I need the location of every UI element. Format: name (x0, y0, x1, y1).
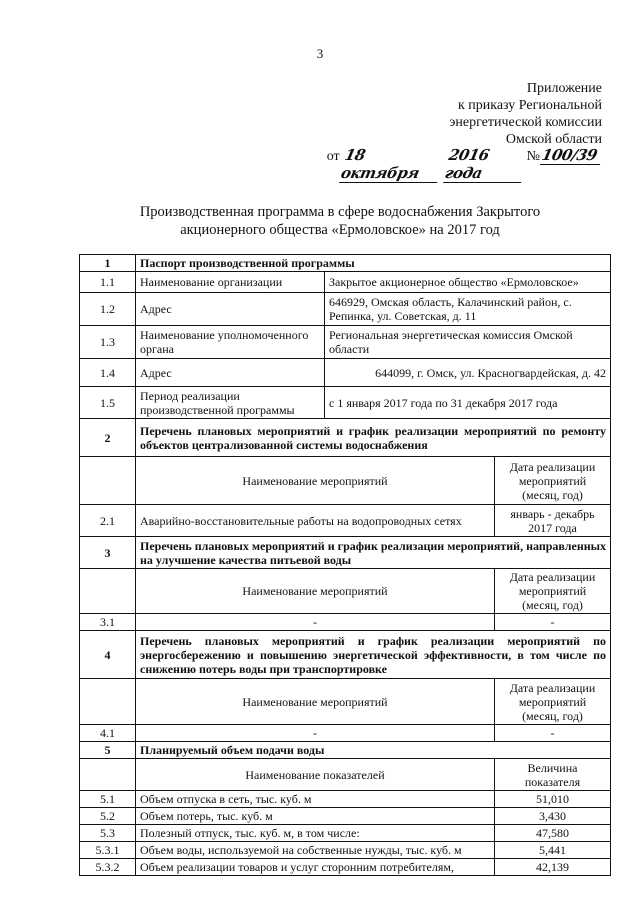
section-number: 1 (80, 255, 136, 272)
section-heading: Перечень плановых мероприятий и график реализации мероприятий по ремонту объектов централизованной системы водоснабжения (136, 419, 611, 457)
row-name: Аварийно-восстановительные работы на водопроводных сетях (136, 505, 495, 537)
table-row (80, 614, 611, 631)
row-value: 644099, г. Омск, ул. Красногвардейская, д. 42 (325, 359, 611, 387)
table-row (80, 387, 611, 419)
number-sign: № (526, 149, 540, 164)
section-number: 5 (80, 742, 136, 759)
appendix-line-3: энергетической комиссии (449, 115, 602, 130)
row-value: 51,010 (495, 791, 611, 808)
program-table (79, 254, 611, 876)
empty-cell (80, 569, 136, 614)
table-row (80, 272, 611, 293)
table-row (80, 808, 611, 825)
row-value: Региональная энергетическая комиссия Омской области (325, 326, 611, 359)
appendix-line-1: Приложение (526, 81, 602, 96)
row-name: Период реализации производственной программы (136, 387, 325, 419)
table-row (80, 359, 611, 387)
section-number: 3 (80, 537, 136, 569)
handwritten-date: 18 октября (339, 146, 445, 183)
row-number: 1.5 (80, 387, 136, 419)
column-header: Наименование показателей (136, 759, 495, 791)
row-value: Закрытое акционерное общество «Ермоловское» (325, 272, 611, 293)
row-number: 5.1 (80, 791, 136, 808)
empty-cell (80, 679, 136, 725)
section-number: 4 (80, 631, 136, 679)
row-value: - (495, 725, 611, 742)
row-value: 3,430 (495, 808, 611, 825)
row-name: Объем отпуска в сеть, тыс. куб. м (136, 791, 495, 808)
column-header: Дата реализации мероприятий (месяц, год) (495, 457, 611, 505)
row-value: 47,580 (495, 825, 611, 842)
row-value: январь - декабрь 2017 года (495, 505, 611, 537)
row-number: 1.1 (80, 272, 136, 293)
table-row (80, 326, 611, 359)
column-header: Наименование мероприятий (136, 569, 495, 614)
row-name: Объем потерь, тыс. куб. м (136, 808, 495, 825)
table-row (80, 255, 611, 272)
table-row (80, 569, 611, 614)
table-row (80, 537, 611, 569)
empty-cell (80, 759, 136, 791)
row-value: 42,139 (495, 859, 611, 876)
row-number: 3.1 (80, 614, 136, 631)
row-number: 5.3 (80, 825, 136, 842)
table-row (80, 759, 611, 791)
title-line-2: акционерного общества «Ермоловское» на 2017 год (180, 222, 500, 238)
section-heading: Паспорт производственной программы (136, 255, 611, 272)
table-row (80, 293, 611, 326)
row-name: - (136, 614, 495, 631)
row-name: Адрес (136, 293, 325, 326)
row-name: Объем реализации товаров и услуг сторонним потребителям, (136, 859, 495, 876)
row-number: 1.2 (80, 293, 136, 326)
row-number: 1.4 (80, 359, 136, 387)
row-name: Наименование уполномоченного органа (136, 326, 325, 359)
appendix-line-2: к приказу Региональной (457, 98, 602, 113)
row-number: 5.3.2 (80, 859, 136, 876)
column-header: Наименование мероприятий (136, 457, 495, 505)
row-value: 646929, Омская область, Калачинский район, с. Репинка, ул. Советская, д. 11 (325, 293, 611, 326)
appendix-line-4: Омской области (505, 132, 602, 147)
column-header: Величина показателя (495, 759, 611, 791)
row-name: - (136, 725, 495, 742)
empty-cell (80, 457, 136, 505)
page-number: 3 (316, 46, 324, 61)
order-date-line (327, 146, 602, 183)
row-name: Полезный отпуск, тыс. куб. м, в том числе: (136, 825, 495, 842)
column-header: Дата реализации мероприятий (месяц, год) (495, 569, 611, 614)
column-header: Наименование мероприятий (136, 679, 495, 725)
row-number: 5.3.1 (80, 842, 136, 859)
section-number: 2 (80, 419, 136, 457)
table-row (80, 791, 611, 808)
row-value: с 1 января 2017 года по 31 декабря 2017 года (325, 387, 611, 419)
row-number: 4.1 (80, 725, 136, 742)
table-row (80, 457, 611, 505)
row-number: 5.2 (80, 808, 136, 825)
row-name: Адрес (136, 359, 325, 387)
row-name: Объем воды, используемой на собственные нужды, тыс. куб. м (136, 842, 495, 859)
row-number: 2.1 (80, 505, 136, 537)
document-title (60, 203, 620, 239)
table-row (80, 842, 611, 859)
row-value: - (495, 614, 611, 631)
row-name: Наименование организации (136, 272, 325, 293)
table-row (80, 742, 611, 759)
table-row (80, 725, 611, 742)
from-label: от (326, 149, 340, 164)
table-row (80, 419, 611, 457)
section-heading: Перечень плановых мероприятий и график реализации мероприятий по энергосбережению и повышению энергетической эффективности, в том числе по снижению потерь воды при транспортировке (136, 631, 611, 679)
table-row (80, 679, 611, 725)
appendix-header (449, 80, 602, 148)
table-row (80, 631, 611, 679)
row-value: 5,441 (495, 842, 611, 859)
handwritten-order-number: 100/39 (540, 146, 604, 165)
section-heading: Перечень плановых мероприятий и график реализации мероприятий, направленных на улучшение качества питьевой воды (136, 537, 611, 569)
handwritten-year: 2016 года (443, 146, 529, 183)
section-heading: Планируемый объем подачи воды (136, 742, 611, 759)
table-row (80, 825, 611, 842)
column-header: Дата реализации мероприятий (месяц, год) (495, 679, 611, 725)
table-row (80, 859, 611, 876)
title-line-1: Производственная программа в сфере водоснабжения Закрытого (139, 204, 541, 220)
table-row (80, 505, 611, 537)
row-number: 1.3 (80, 326, 136, 359)
